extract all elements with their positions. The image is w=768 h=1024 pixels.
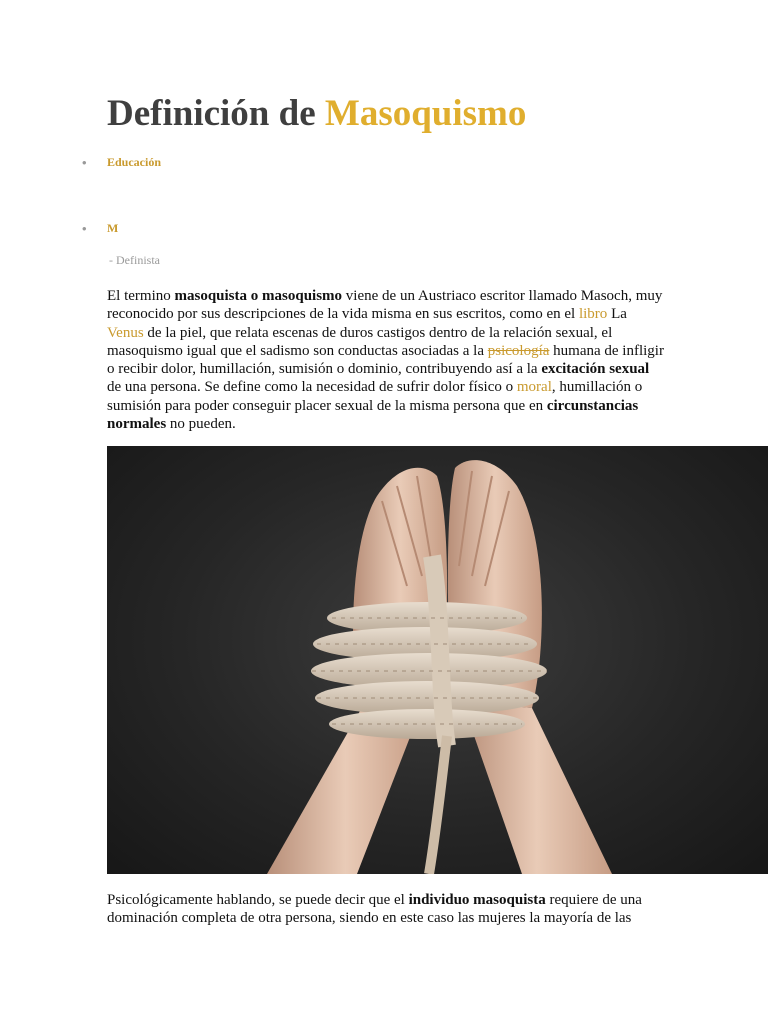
bullet-icon: • <box>82 155 87 170</box>
intro-paragraph <box>107 287 667 433</box>
text: de una persona. Se define como la necesidad de sufrir dolor físico o <box>107 379 517 396</box>
text: de la piel, que relata escenas de duros castigos dentro de la relación sexual, el masoquismo igual que el sadismo son conductas asociadas a la <box>107 324 613 359</box>
title-keyword: Masoquismo <box>324 93 527 134</box>
bound-hands-illustration <box>107 446 768 874</box>
text: no pueden. <box>166 416 236 433</box>
text: El termino <box>107 288 175 304</box>
title-prefix: Definición de <box>107 93 325 134</box>
text: Psicológicamente hablando, se puede decir que el <box>107 892 409 908</box>
psychology-paragraph <box>107 891 667 928</box>
bound-hands-photo <box>107 446 768 874</box>
category-label[interactable]: Educación <box>107 155 162 169</box>
text: viene de un Austriaco escritor llamado Masoch, muy reconocido por sus descripciones de la vida misma en sus escritos, como en el <box>107 288 663 323</box>
text: , humillación o sumisión para poder conseguir placer sexual de la misma persona que en <box>107 379 643 414</box>
bold-term: masoquista o masoquismo <box>174 288 343 304</box>
bold-term: excitación sexual <box>541 361 650 378</box>
text: humana de infligir o recibir dolor, humillación, sumisión o dominio, contribuyendo así a la <box>107 342 664 378</box>
psicologia-link[interactable]: psicología <box>487 342 550 359</box>
text: requiere de una dominación completa de otra persona, siendo en este caso las mujeres la mayoría de las <box>107 892 642 927</box>
letter-label[interactable]: M <box>107 221 119 235</box>
bold-term: circunstancias normales <box>107 397 639 433</box>
text: La <box>607 306 627 323</box>
venus-link[interactable]: Venus <box>107 324 144 341</box>
moral-link[interactable]: moral <box>516 379 552 396</box>
libro-link[interactable]: libro <box>578 306 608 323</box>
bullet-icon: • <box>82 221 87 236</box>
page-title <box>107 92 526 136</box>
source-credit: - Definista <box>109 253 160 267</box>
bold-term: individuo masoquista <box>408 892 546 908</box>
